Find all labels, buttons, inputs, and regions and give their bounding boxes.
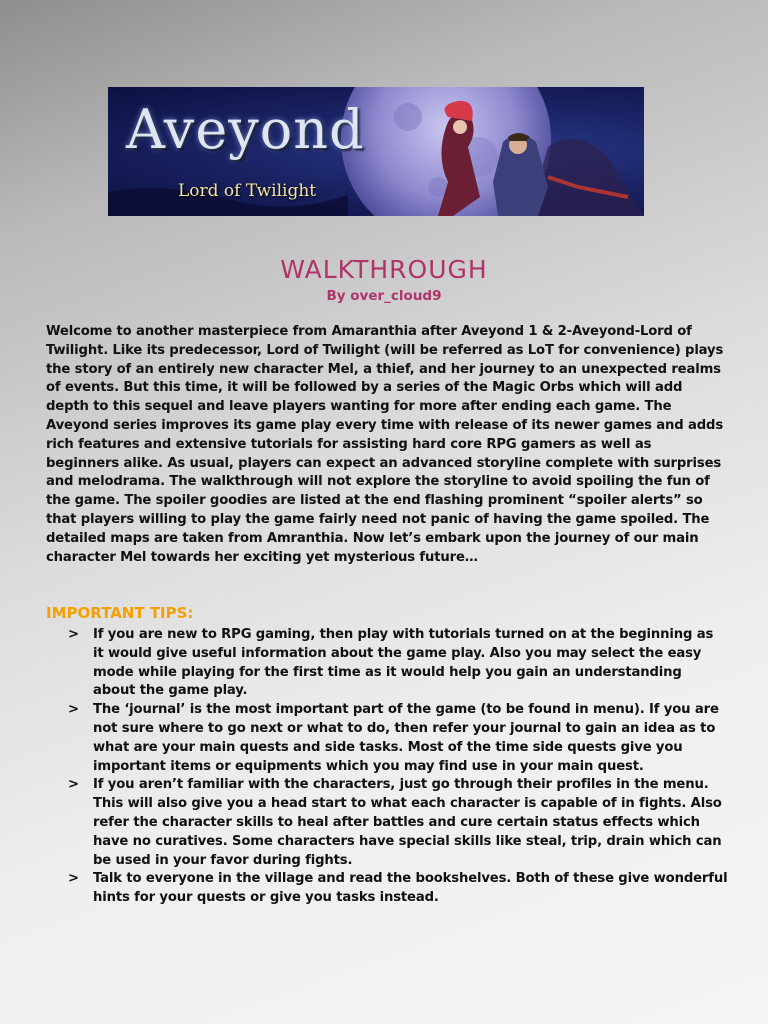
banner-subtitle: Lord of Twilight — [178, 181, 317, 201]
bullet-arrow-icon: > — [68, 627, 79, 642]
tip-text: If you are new to RPG gaming, then play with tutorials turned on at the beginning as it would give useful information about the game play. Also you may select the easy mode while playing for the first time as it would help you gain an understanding about the game play. — [93, 627, 714, 699]
banner-title: Aveyond — [126, 98, 365, 161]
document-byline: By over_cloud9 — [326, 288, 442, 304]
bullet-arrow-icon: > — [68, 777, 79, 793]
tip-text: The ‘journal’ is the most important part of the game (to be found in menu). If you are not sure where to go next or what to do, then refer your journal to gain an idea as to what are your main quests and side tasks. Most of the time side quests give you important items or equipments which you may find use in your main quest. — [93, 702, 719, 774]
intro-paragraph: Welcome to another masterpiece from Amaranthia after Aveyond 1 & 2-Aveyond-Lord of Twilight. Like its predecessor, Lord of Twilight (will be referred as LoT for convenience) plays the story of an entirely new character Mel, a thief, and her journey to an unexpected realms of events. But this time, it will be followed by a series of the Magic Orbs which will add depth to this sequel and leave players wanting for more after ending each game. The Aveyond series improves its game play every time with release of its newer games and adds rich features and extensive tutorials for assisting hard core RPG gamers as well as beginners alike. As usual, players can expect an advanced storyline complete with surprises and melodrama. The walkthrough will not explore the storyline to avoid spoiling the fun of the game. The spoiler goodies are listed at the end flashing prominent “spoiler alerts” so that players willing to play the game fairly need not panic of having the game spoiled. The detailed maps are taken from Amranthia. Now let’s embark upon the journey of our main character Mel towards her exciting yet mysterious future… — [46, 324, 724, 565]
tip-item — [68, 626, 728, 701]
bullet-arrow-icon: > — [68, 702, 79, 718]
bullet-arrow-icon: > — [68, 871, 79, 887]
tips-heading: IMPORTANT TIPS: — [46, 604, 194, 622]
tip-item — [68, 701, 728, 776]
document-title: WALKTHROUGH — [280, 255, 488, 284]
tip-item — [68, 776, 728, 870]
tip-text: Talk to everyone in the village and read the bookshelves. Both of these give wonderful hints for your quests or give you tasks instead. — [93, 871, 728, 906]
tips-list — [68, 626, 728, 908]
game-banner — [108, 87, 644, 216]
tip-item — [68, 870, 728, 908]
tip-text: If you aren’t familiar with the characters, just go through their profiles in the menu. This will also give you a head start to what each character is capable of in fights. Also refer the character skills to heal after battles and cure certain status effects which have no curatives. Some characters have special skills like steal, trip, drain which can be used in your favor during fights. — [93, 777, 722, 868]
